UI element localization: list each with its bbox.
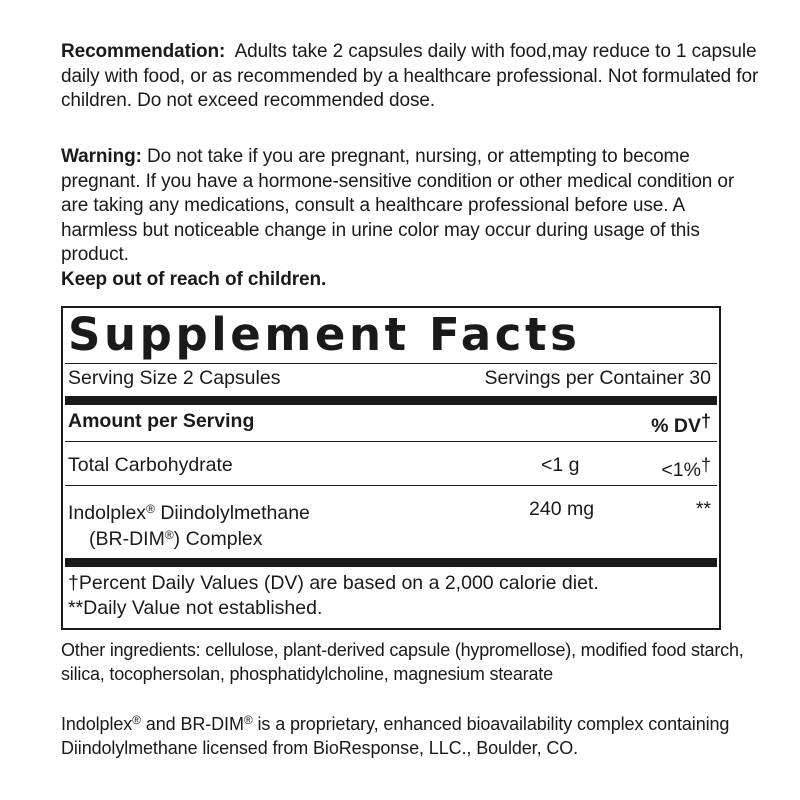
nutrient-amount: <1 g (541, 454, 580, 476)
recommendation-label: Recommendation: (61, 41, 226, 62)
nutrient-dv: <1%† (661, 455, 711, 481)
proprietary-notice: Indolplex® and BR-DIM® is a proprietary, enhanced bioavailability complex containing Diindolylmethane licensed from BioResponse, LLC., Boulder, CO. (61, 713, 730, 758)
warning-paragraph (61, 145, 761, 268)
keep-out-notice: Keep out of reach of children. (61, 269, 327, 290)
supplement-facts-title: Supplement Facts (68, 308, 581, 361)
nutrient-name: Indolplex® Diindolylmethane (68, 502, 310, 524)
servings-per-container: Servings per Container 30 (484, 367, 711, 389)
footnote-dv: †Percent Daily Values (DV) are based on a 2,000 calorie diet. (68, 572, 599, 594)
amount-per-serving-header: Amount per Serving (68, 410, 255, 432)
divider (65, 485, 717, 486)
nutrient-amount: 240 mg (529, 498, 595, 520)
nutrient-dv: ** (695, 498, 711, 520)
recommendation-paragraph (61, 40, 761, 114)
divider (65, 363, 717, 364)
divider-thick (65, 558, 717, 567)
footnote-not-established: **Daily Value not established. (68, 597, 323, 619)
supplement-facts-panel (61, 306, 721, 630)
divider (65, 441, 717, 442)
other-ingredients: Other ingredients: cellulose, plant-derived capsule (hypromellose), modified food starch, silica, tocophersolan, phosphatidylcholine, magnesium stearate (61, 640, 744, 684)
nutrient-name: Total Carbohydrate (68, 454, 233, 476)
dv-header: % DV† (651, 411, 711, 437)
recommendation-text: Adults take 2 capsules daily with food,may reduce to 1 capsule daily with food, or as recommended by a healthcare professional. Not formulated for children. Do not exceed recommended dose. (61, 41, 759, 111)
nutrient-name-line2: (BR-DIM®) Complex (89, 528, 263, 550)
warning-label: Warning: (61, 146, 142, 167)
warning-text: Do not take if you are pregnant, nursing, or attempting to become pregnant. If you have a hormone-sensitive condition or other medical condition or are taking any medications, consult a healthcare professional before use. A harmless but noticeable change in urine color may occur during usage of this product. (61, 146, 735, 265)
divider-thick (65, 396, 717, 405)
serving-size: Serving Size 2 Capsules (68, 367, 281, 389)
